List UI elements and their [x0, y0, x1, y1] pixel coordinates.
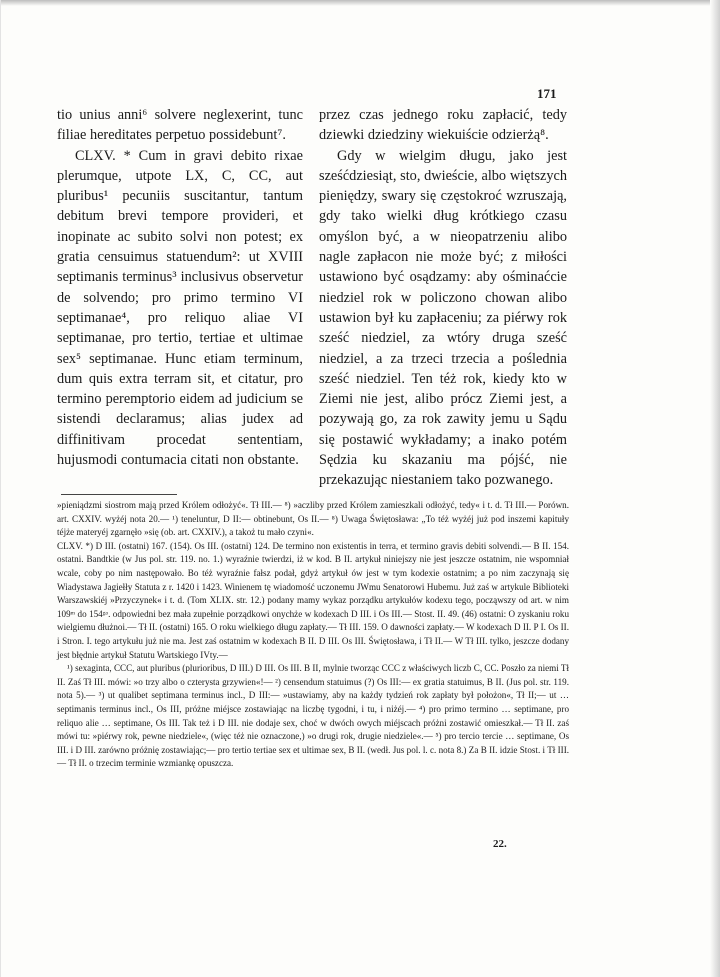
- polish-column: [319, 105, 567, 491]
- footnote-divider: [61, 494, 177, 495]
- page-number: 171: [537, 86, 557, 101]
- polish-paragraph-1: przez czas jednego roku zapłacić, tedy dziewki dziedziny wiekuiście odzierżą⁸.: [319, 107, 567, 144]
- page-edge-shadow: [1, 0, 720, 6]
- footnotes: [57, 499, 569, 771]
- latin-paragraph-1: tio unius anni⁶ solvere neglexerint, tunc filiae hereditates perpetuo possidebunt⁷.: [57, 107, 303, 144]
- latin-column: [57, 105, 303, 470]
- footnote-continued: »pieniądzmi siostrom mają przed Królem odłożyć«. Tł III.— ⁸) »aczliby przed Królem zamieszkali odłożyć, tedy« i t. d. Tł III.— Porówn. art. CXXIV. wyżéj nota 20.— ¹) teneluntur, D II:— obtinebunt, Os II.— ⁸) Uwaga Świętosława: „To téż wyżéj już pod inszemi kapituły téjże materyéj zgarnęło »się (ob. art. CXXIV.), a takoż tu mało czyni«.: [57, 500, 569, 538]
- footnote-clxv-source: CLXV. *) D III. (ostatni) 167. (154). Os III. (ostatni) 124. De termino non existentis in terra, et termino gravis debiti solvendi.— B II. 154. ostatni. Bandtkie (w Jus pol. str. 119. no. 1.) wyraźnie twierdzi, iż w kod. B II. artykuł niniejszy nie jest jeszcze ostatnim, nie wspomniał wcale, coby po nim następowało. Bo téż wyraźnie fałsz podał, gdyż artykuł ów jest w tym kodexie ostatnim; a po nim zaczynają się Wiadystawa Jagiełły Statuta z r. 1420 i 1423. Winienem tę wiadomość uczonemu JWmu Senatorowi Hubemu. Już zaś w artykule Biblioteki Warszawskiéj »Przyczynek« i t. d. (Tom XLIX. str. 12.) podany mamy wykaz porządku artykułów kodexu tego, począwszy od art. w nim 109ᵐ do 154ᵍᵒ. odpowiedni bez mała zupełnie porządkowi onychże w kodexach D III. i Os III.— Stost. II. 49. (46) ostatni: O zyskaniu roku wielgiemu dłużnoi.— Tł II. (ostatni) 165. O roku wielkiego długu zapłaty.— Tł III. 159. O dawności zapłaty.— W kodexach D II. P I. Os II. i Stron. I. tego artykułu już nie ma. Jest zaś ostatnim w kodexach B II. D III. Os III. Świętosława, i Tł II.— W Tł III. tylko, jeszcze dodany jest błędnie artykuł Statutu Wartskiego IVty.—: [57, 540, 569, 660]
- footnote-clxv-variants: ¹) sexaginta, CCC, aut pluribus (plurioribus, D III.) D III. Os III. B II, mylnie tworząc CCC z właściwych liczb C, CC. Poszło za niemi Tł II. Zaś Tł III. mówi: »o trzy albo o czterysta grzywien«!— ²) censendum statuimus (?) Os III:— ex gratia statuimus, B II. (Jus pol. str. 119. nota 5).— ³) ut qualibet septimana terminus incl., D III:— »ustawiamy, aby na każdy tydzień rok zapłaty był położon«, Tł II;— ut … septimanis terminus incl., Os III, próżne miéjsce zostawiając na liczbę tygodni, i tu, i niżéj.— ⁴) pro primo termino … septimane, pro reliquo alie … septimane, Os III. Tak też i D III. nie dodaje sex, choć w dwóch owych miéjscach próżni zostawić omieszkał.— Tł II. zaś mówi tu: »piérwy rok, pewne niedziele«, (więc téż nie oznaczone,) »o drugi rok, drugie niedziele«.— ⁵) pro tercio tercie … septimane, Os III. i D III. zarówno próżnię zostawiając;— pro tertio tertiae sex et ultimae sex, B II. (wedł. Jus pol. l. c. nota 8.) Za B II. idzie Stost. i Tł III.— Tł II. o trzecim terminie wzmiankę opuszcza.: [57, 663, 569, 769]
- page-gutter-shadow: [710, 0, 720, 977]
- latin-paragraph-2: CLXV. * Cum in gravi debito rixae plerumque, utpote LX, C, CC, aut pluribus¹ pecuniis suscitantur, tantum debitum brevi tempore provideri, et inopinate ac subito solvi non potest; ex gratia censuimus statuendum²: ut XVIII septimanis terminus³ inclusivus observetur de solvendo; pro primo termino VI septimanae⁴, pro reliquo aliae VI septimanae, pro tertio, tertiae et ultimae sex⁵ septimanae. Hunc etiam terminum, dum quis extra terram sit, et citatur, pro termino peremptorio eidem ad judicium se sistendi declaramus; alias judex ad diffinitivam procedat sententiam, hujusmodi contumacia citati non obstante.: [57, 147, 303, 469]
- signature-mark: 22.: [493, 838, 507, 850]
- polish-paragraph-2: Gdy w wielgim długu, jako jest sześćdziesiąt, sto, dwieście, albo więtszych pieniędzy, swary się częstokroć wzruszają, gdy tako wielki dług krótkiego czasu omyślon być, a w nieopatrzeniu alibo nagle zapłacon nie może być; z miłości ustawiono być osądzamy: aby ośminaćcie niedziel rok w policzono chowan alibo ustawion był ku zapłaceniu; za piérwy rok sześć niedziel, za wtóry druga sześć niedziel, a za trzeci trzecia a poślednia sześć niedziel. Ten téż rok, kiedy kto w Ziemi nie jest, alibo prócz Ziemi jest, a pozywają go, za rok zawity jemu u Sądu się postawić wykładamy; a inako potém Sędzia ku skazaniu ma pójść, nie przekazując niestaniem tako pozwanego.: [319, 147, 567, 489]
